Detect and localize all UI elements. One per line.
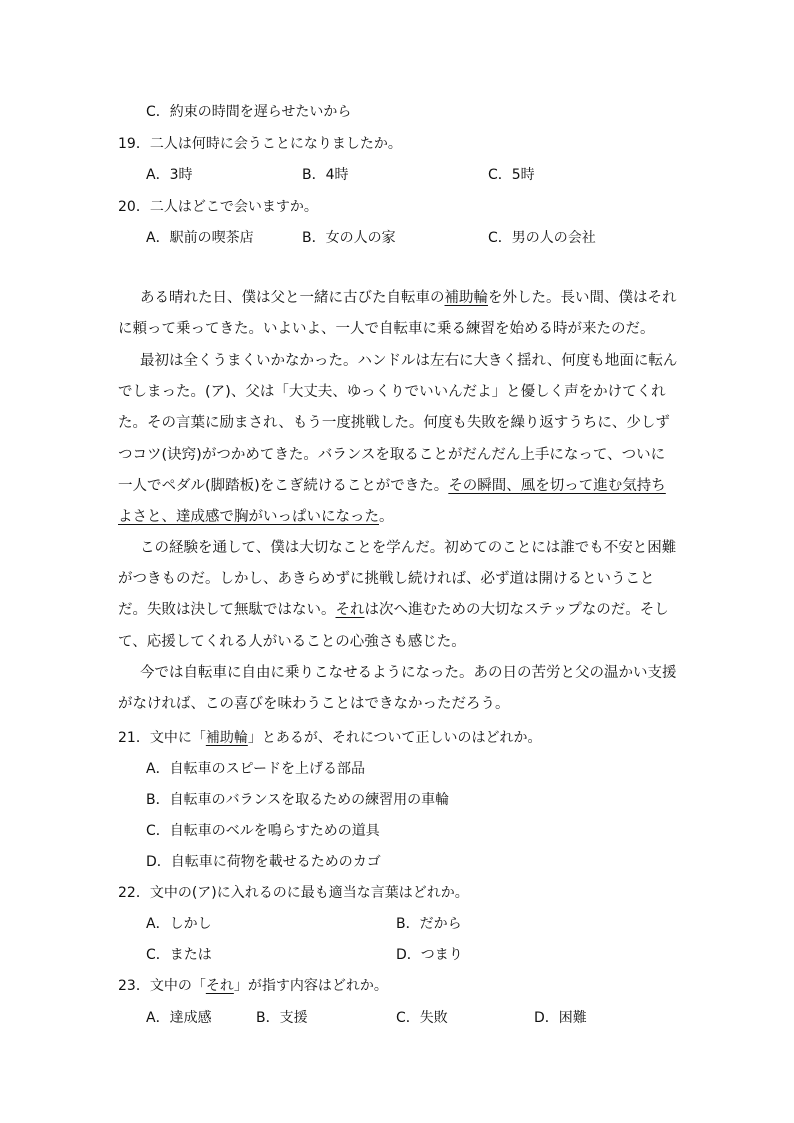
p2-underlined: その瞬間、風を切って進む気持ちよさと、達成感で胸がいっぱいになった <box>118 477 666 526</box>
q23-text-b: 」が指す内容はどれか。 <box>233 978 388 994</box>
q20-option-b: B．女の人の家 <box>302 230 396 246</box>
p2-text-b: 。 <box>379 509 394 526</box>
q21-text-b: 」とあるが、それについて正しいのはどれか。 <box>247 730 542 746</box>
q20-option-c: C．男の人の会社 <box>488 230 596 246</box>
q21-text-a: 21．文中に「 <box>118 730 206 746</box>
question-22: 22．文中の(ア)に入れるのに最も適当な言葉はどれか。 <box>118 885 469 901</box>
q21-underlined: 補助輪 <box>205 730 248 746</box>
question-21 <box>118 729 542 747</box>
question-23 <box>118 977 388 995</box>
p3-underlined: それ <box>335 602 365 619</box>
passage-paragraph-2 <box>118 346 678 533</box>
q23-text-a: 23．文中の「 <box>118 978 206 994</box>
q23-underlined: それ <box>205 978 234 994</box>
p1-underlined: 補助輪 <box>444 290 488 306</box>
q22-option-d: D．つまり <box>396 947 463 963</box>
q21-option-a: A．自転車のスピードを上げる部品 <box>146 761 366 777</box>
passage-paragraph-1 <box>118 283 678 345</box>
q20-option-a: A．駅前の喫茶店 <box>146 230 254 246</box>
option-c-prev: C．約束の時間を遅らせたいから <box>146 104 352 120</box>
p2-text-a: 最初は全くうまくいかなかった。ハンドルは左右に大きく揺れ、何度も地面に転んでしまった。(ア)、父は「大丈夫、ゆっくりでいいんだよ」と優しく声をかけてくれた。その言葉に励まされ、もう一度挑戦した。何度も失敗を繰り返すうちに、少しずつコツ(诀窍)がつかめてきた。バランスを取ることがだんだん上手になって、ついに一人でペダル(脚踏板)をこぎ続けることができた。 <box>118 353 678 494</box>
q23-option-c: C．失敗 <box>396 1010 448 1026</box>
passage-paragraph-4 <box>118 658 678 720</box>
p1-text-b: を外した。長い間、僕はそれに頼って乗ってきた。いよいよ、一人で自転車に乗る練習を始める時が来たのだ。 <box>118 290 677 338</box>
q23-option-a: A．達成感 <box>146 1010 212 1026</box>
q21-option-d: D．自転車に荷物を載せるためのカゴ <box>146 854 381 870</box>
passage-paragraph-3 <box>118 533 678 658</box>
question-19: 19．二人は何時に会うことになりましたか。 <box>118 136 402 152</box>
p1-text-a: ある晴れた日、僕は父と一緒に古びた自転車の <box>140 290 445 306</box>
q19-option-c: C．5時 <box>488 167 535 183</box>
q22-option-c: C．または <box>146 947 212 963</box>
q23-option-b: B．支援 <box>256 1010 308 1026</box>
q21-option-c: C．自転車のベルを鳴らすための道具 <box>146 823 380 839</box>
q22-option-a: A．しかし <box>146 916 212 932</box>
q23-option-d: D．困難 <box>534 1010 587 1026</box>
q22-option-b: B．だから <box>396 916 462 932</box>
p3-text-a: この経験を通して、僕は大切なことを学んだ。初めてのことには誰でも不安と困難がつきものだ。しかし、あきらめずに挑戦し続ければ、必ず道は開けるということだ。失敗は決して無駄ではない。 <box>118 540 677 619</box>
q21-option-b: B．自転車のバランスを取るための練習用の車輪 <box>146 792 450 808</box>
q19-option-a: A．3時 <box>146 167 193 183</box>
q19-option-b: B．4時 <box>302 167 349 183</box>
p4-text: 今では自転車に自由に乗りこなせるようになった。あの日の苦労と父の温かい支援がなければ、この喜びを味わうことはできなかっただろう。 <box>118 665 677 713</box>
p3-text-b: は次へ進むための大切なステップなのだ。そして、応援してくれる人がいることの心強さも感じた。 <box>118 602 669 650</box>
question-20: 20．二人はどこで会いますか。 <box>118 199 318 215</box>
